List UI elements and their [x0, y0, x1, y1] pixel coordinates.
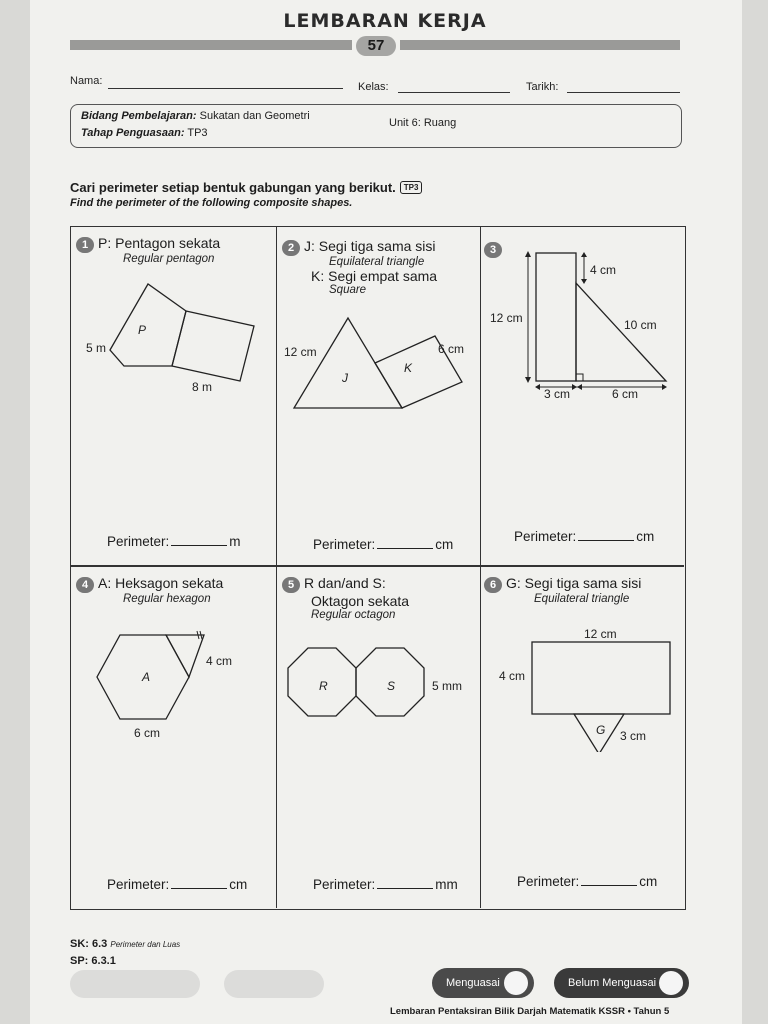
q5-label-r: R [319, 679, 328, 693]
q1-perimeter-label: Perimeter: [107, 534, 170, 549]
q1-label-side1: 5 m [86, 341, 107, 355]
q5-title2-en: Regular octagon [311, 609, 396, 621]
mastered-button[interactable] [432, 968, 534, 998]
q4-perimeter [107, 876, 247, 892]
q5-shapes [284, 642, 480, 732]
instruction-english: Find the perimeter of the following composite shapes. [70, 197, 353, 209]
q4-perimeter-label: Perimeter: [107, 877, 170, 892]
sk-description: Perimeter dan Luas [110, 940, 181, 949]
q2-label-j: J [342, 371, 348, 385]
q5-unit: mm [435, 877, 458, 892]
class-field[interactable] [398, 92, 510, 93]
mastered-checkbox[interactable] [504, 971, 528, 995]
class-label: Kelas: [358, 81, 389, 93]
q3-perimeter [514, 528, 654, 544]
not-mastered-button-label: Belum Menguasai [568, 977, 657, 989]
q6-rectangle [532, 642, 670, 714]
instruction-malay [70, 180, 422, 195]
square-attached [172, 311, 254, 381]
q3-label-bottom1: 3 cm [544, 387, 571, 401]
book-title: Lembaran Pentaksiran Bilik Darjah Matematik KSSR • Tahun 5 [390, 1006, 670, 1017]
q6-answer-blank[interactable] [581, 873, 637, 886]
not-mastered-button[interactable] [554, 968, 689, 998]
question-number-4: 4 [76, 577, 94, 593]
date-label: Tarikh: [526, 81, 559, 93]
q1-title: P: Pentagon sekata [98, 235, 221, 251]
q1-title-en: Regular pentagon [123, 253, 215, 265]
ghost-pill-2 [224, 970, 324, 998]
q6-label-tri: 3 cm [620, 729, 647, 743]
name-field[interactable] [108, 88, 343, 89]
q3-answer-blank[interactable] [578, 528, 634, 541]
q3-triangle [576, 283, 666, 381]
page-number: 57 [356, 36, 396, 56]
q5-perimeter [313, 876, 458, 892]
mastery-label: Tahap Penguasaan: [81, 127, 185, 139]
q1-label-p: P [138, 323, 147, 337]
footer-sp: SP: 6.3.1 [70, 955, 116, 967]
question-1 [76, 235, 272, 265]
mastery-value: TP3 [187, 127, 208, 139]
q6-perimeter-label: Perimeter: [517, 874, 580, 889]
q4-triangle [166, 635, 204, 677]
q2-perimeter-label: Perimeter: [313, 537, 376, 552]
q6-title: G: Segi tiga sama sisi [506, 575, 642, 591]
q5-title2: Oktagon sekata [311, 593, 410, 609]
q6-shapes [484, 622, 684, 752]
q3-rectangle [536, 253, 576, 381]
q3-label-left: 12 cm [490, 311, 523, 325]
question-number-3: 3 [484, 242, 502, 258]
q5-label-s: S [387, 679, 396, 693]
unit-label: Unit 6: Ruang [389, 117, 457, 129]
q5-label-side: 5 mm [432, 679, 462, 693]
question-6 [484, 575, 680, 605]
q4-title-en: Regular hexagon [123, 593, 211, 605]
q3-label-top: 4 cm [590, 263, 617, 277]
q3-shapes [480, 245, 680, 405]
instruction-malay-text: Cari perimeter setiap bentuk gabungan yang berikut. [70, 180, 396, 195]
q3-perimeter-label: Perimeter: [514, 529, 577, 544]
learning-info-box [70, 104, 682, 148]
q4-title: A: Heksagon sekata [98, 575, 224, 591]
q4-shapes [80, 625, 276, 745]
q4-label-side1: 4 cm [206, 654, 233, 668]
q2-answer-blank[interactable] [377, 536, 433, 549]
mastered-button-label: Menguasai [446, 977, 500, 989]
footer-sk [70, 938, 180, 950]
q3-right-angle [576, 374, 583, 381]
q2-label-k: K [404, 361, 413, 375]
page-title: LEMBARAN KERJA [283, 10, 487, 32]
q6-title-en: Equilateral triangle [534, 593, 630, 605]
tp3-badge: TP3 [400, 181, 423, 194]
q4-unit: cm [229, 877, 248, 892]
field-value: Sukatan dan Geometri [199, 110, 310, 122]
q4-label-a: A [142, 670, 151, 684]
q6-label-left: 4 cm [499, 669, 526, 683]
q4-answer-blank[interactable] [171, 876, 227, 889]
q2-title2: K: Segi empat sama [311, 268, 438, 284]
q6-label-g: G [596, 723, 606, 737]
q2-shapes [280, 310, 476, 420]
q5-title1: R dan/and S: [304, 575, 386, 591]
q2-title1-en: Equilateral triangle [329, 256, 425, 268]
field-label: Bidang Pembelajaran: [81, 110, 197, 122]
q2-title2-en: Square [329, 284, 367, 296]
triangle-j [294, 318, 402, 408]
q1-perimeter [107, 533, 241, 549]
title-bar-right [400, 40, 680, 50]
q2-title1: J: Segi tiga sama sisi [304, 238, 436, 254]
q5-perimeter-label: Perimeter: [313, 877, 376, 892]
name-label: Nama: [70, 75, 103, 87]
q6-unit: cm [639, 874, 658, 889]
q1-shapes [76, 270, 272, 400]
q3-label-hyp: 10 cm [624, 318, 657, 332]
not-mastered-checkbox[interactable] [659, 971, 683, 995]
question-5 [282, 575, 478, 621]
q1-label-side2: 8 m [192, 380, 213, 394]
title-bar-left [70, 40, 352, 50]
question-2 [282, 238, 478, 296]
q6-perimeter [517, 873, 657, 889]
q4-label-side2: 6 cm [134, 726, 161, 740]
q6-label-top: 12 cm [584, 627, 617, 641]
q1-answer-blank[interactable] [171, 533, 227, 546]
grid-divider-h [71, 565, 684, 567]
question-number-5: 5 [282, 577, 300, 593]
question-number-2: 2 [282, 240, 300, 256]
sk-label: SK: 6.3 [70, 938, 108, 950]
q2-perimeter [313, 536, 453, 552]
question-4 [76, 575, 272, 605]
question-number-6: 6 [484, 577, 502, 593]
q2-label-side2: 6 cm [438, 342, 465, 356]
q2-label-side1: 12 cm [284, 345, 317, 359]
date-field[interactable] [567, 92, 680, 93]
q3-label-bottom2: 6 cm [612, 387, 639, 401]
q2-unit: cm [435, 537, 454, 552]
q3-unit: cm [636, 529, 655, 544]
q1-unit: m [229, 534, 241, 549]
grid-divider-v1 [276, 227, 277, 908]
question-number-1: 1 [76, 237, 94, 253]
q5-answer-blank[interactable] [377, 876, 433, 889]
ghost-pill-1 [70, 970, 200, 998]
